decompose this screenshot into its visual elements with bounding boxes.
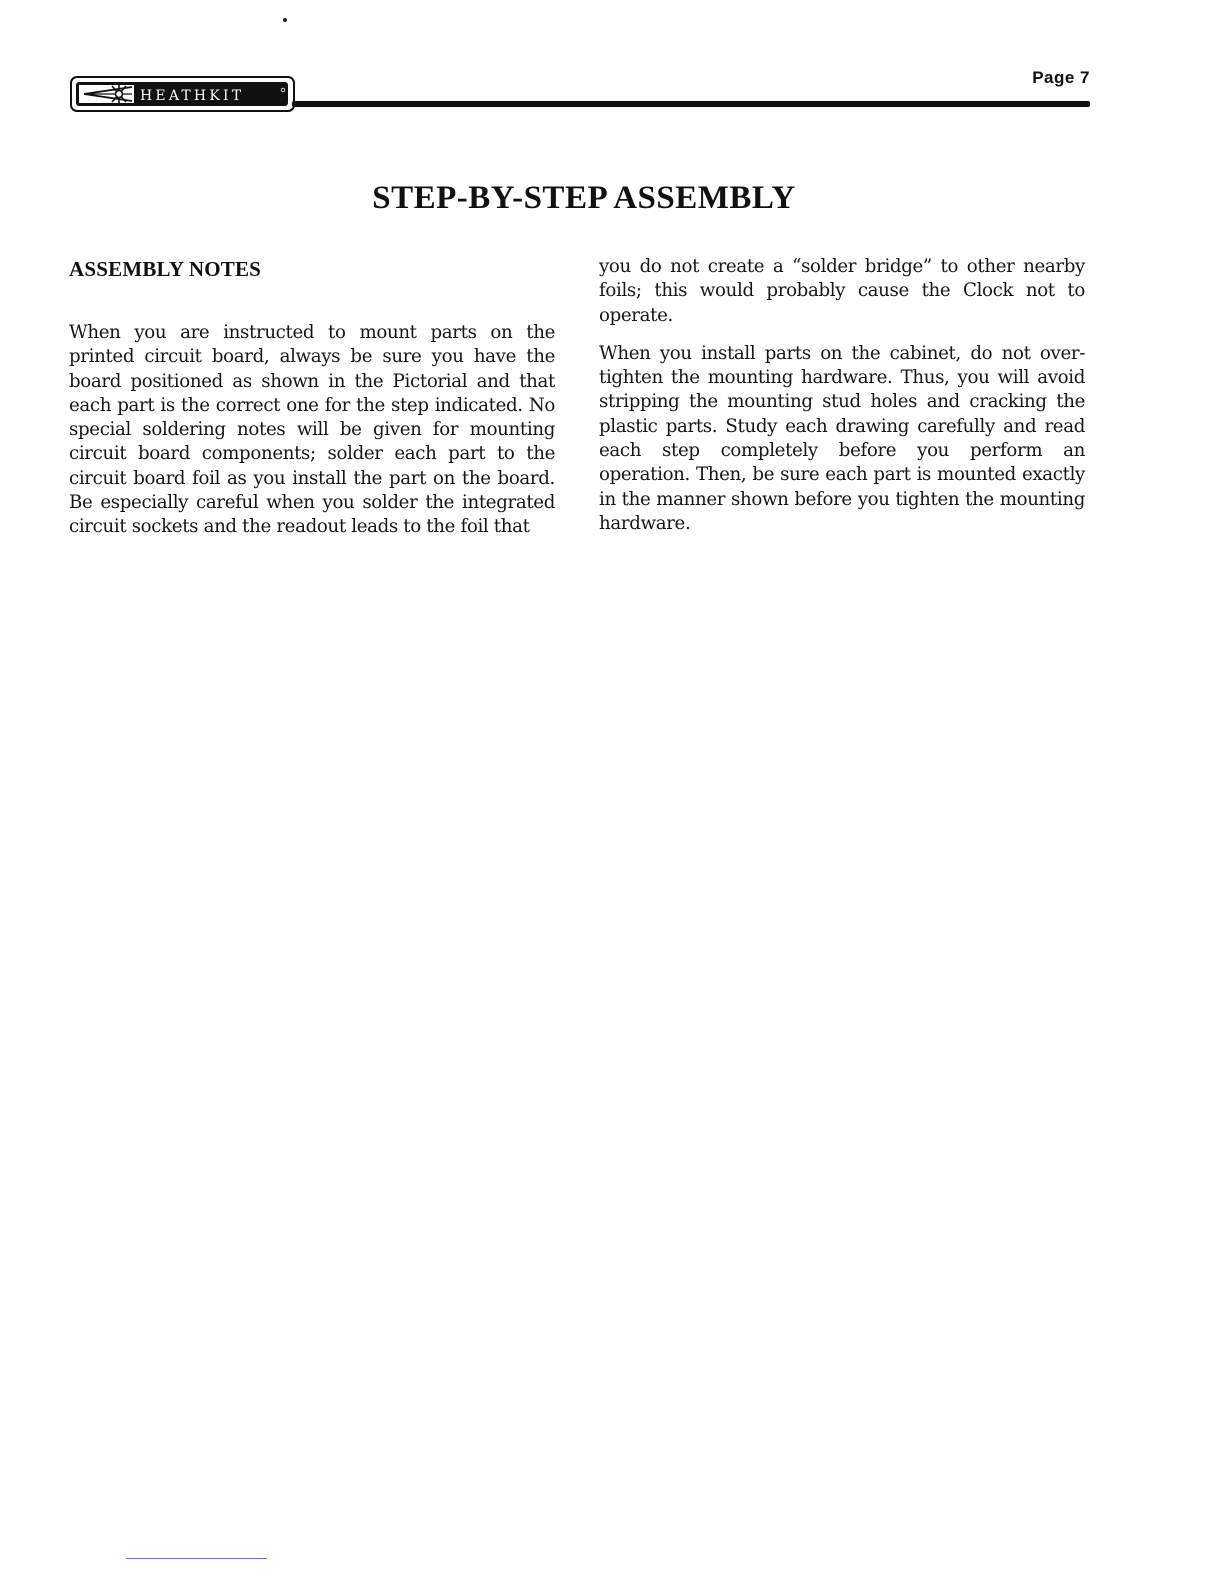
paragraph-cabinet-parts: When you install parts on the cabinet, do not over-tighten the mounting hardware. Thus, you will avoid stripping the mounting stud holes and cracking the plastic parts. Study each drawing carefully and read each step completely before you perform an operation. Then, be sure each part is mounted exactly in the manner shown before you tighten the mounting hardware. bbox=[599, 342, 1085, 534]
heathkit-logo bbox=[70, 76, 295, 112]
section-heading-assembly-notes: ASSEMBLY NOTES bbox=[69, 257, 262, 281]
page-header bbox=[70, 60, 1090, 120]
left-column bbox=[69, 255, 555, 554]
header-rule bbox=[292, 101, 1090, 107]
paragraph-solder-bridge: you do not create a “solder bridge” to other nearby foils; this would probably cause the Clock not to operate. bbox=[599, 256, 1085, 326]
page-number: Page 7 bbox=[1032, 68, 1090, 87]
scan-edge-line bbox=[126, 1558, 267, 1559]
right-column bbox=[599, 255, 1085, 550]
scan-speck bbox=[283, 18, 287, 22]
paragraph-assembly-notes: When you are instructed to mount parts on the printed circuit board, always be sure you have the board positioned as shown in the Pictorial and that each part is the correct one for the step indicated. No special soldering notes will be given for mounting circuit board components; solder each part to the circuit board foil as you install the part on the board. Be especially careful when you solder the integrated circuit sockets and the readout leads to the foil that bbox=[69, 322, 555, 538]
logo-wordmark: HEATHKIT bbox=[140, 88, 245, 104]
page-title: STEP-BY-STEP ASSEMBLY bbox=[372, 180, 796, 216]
